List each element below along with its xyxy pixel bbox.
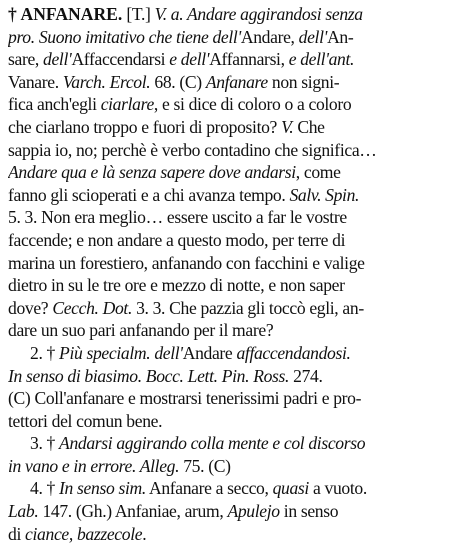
- text-run: a vuoto.: [308, 478, 367, 499]
- text-run: 4. †: [30, 478, 60, 499]
- italic-text: ciance, bazzecole: [25, 523, 143, 544]
- text-run: Che: [293, 116, 325, 137]
- text-run: fica anch'egli: [8, 94, 101, 115]
- italic-text: Cecch. Dot.: [52, 297, 133, 318]
- text-run: dare un suo pari anfanando per il mare?: [8, 320, 274, 341]
- text-run: 3. 3. Che pazzia gli toccò egli, an-: [132, 297, 364, 318]
- text-run: An-: [327, 26, 354, 47]
- text-run: marina un forestiero, anfanando con facchini e valige: [8, 252, 365, 273]
- text-run: Anfanare a secco,: [145, 478, 273, 499]
- headword: ANFANARE.: [20, 4, 123, 24]
- text-line: [8, 410, 457, 433]
- italic-text: e dell'ant.: [288, 49, 355, 70]
- text-run: di: [8, 523, 26, 544]
- text-run: sappia io, no; perchè è verbo contadino che significa…: [8, 139, 377, 160]
- text-run: tettori del comun bene.: [8, 410, 163, 431]
- text-run: faccende; e non andare a questo modo, per terre di: [8, 229, 346, 250]
- text-run: [T.]: [122, 4, 155, 24]
- text-line: [8, 184, 457, 207]
- italic-text: In senso sim.: [59, 478, 146, 499]
- italic-text: Lab.: [8, 501, 39, 522]
- text-line: [8, 274, 457, 297]
- text-run: non signi-: [267, 71, 340, 92]
- obsolete-mark: †: [8, 4, 21, 24]
- text-line: [8, 71, 457, 94]
- text-run: Affannarsi,: [209, 49, 289, 70]
- text-line: [8, 139, 457, 162]
- text-run: sare,: [8, 49, 44, 70]
- text-run: Vanare.: [8, 71, 63, 92]
- italic-text: V.: [281, 116, 294, 137]
- text-line: [8, 3, 457, 26]
- text-line: [8, 48, 457, 71]
- text-run: Andare: [182, 342, 237, 363]
- text-line: [8, 365, 457, 388]
- text-line: [8, 252, 457, 275]
- text-run: dietro in su le tre ore e mezzo di notte, e non saper: [8, 275, 345, 296]
- italic-text: dell': [43, 49, 72, 70]
- text-run: 2. †: [30, 342, 60, 363]
- text-line: [8, 229, 457, 252]
- italic-text: Apulejo: [227, 501, 280, 522]
- italic-text: Andarsi aggirando colla mente e col discorso: [59, 433, 366, 454]
- italic-text: affaccendandosi.: [236, 342, 351, 363]
- text-line: [8, 523, 457, 545]
- text-run: in senso: [279, 501, 339, 522]
- text-run: che ciarlano troppo e fuori di proposito?: [8, 116, 282, 137]
- dictionary-entry-anfanare: [8, 3, 457, 545]
- text-line: [8, 297, 457, 320]
- text-line: [8, 206, 457, 229]
- italic-text: Andare qua e là senza sapere dove andarsi: [8, 162, 296, 183]
- italic-text: In senso di biasimo. Bocc. Lett. Pin. Ross.: [8, 365, 290, 386]
- text-run: 68. (C): [150, 71, 206, 92]
- text-run: , come: [295, 162, 341, 183]
- italic-text: V. a. Andare aggirandosi senza: [154, 4, 363, 24]
- italic-text: e dell': [169, 49, 210, 70]
- text-line: [8, 477, 457, 500]
- text-line: [8, 500, 457, 523]
- text-run: 75. (C): [179, 455, 231, 476]
- text-line: [8, 342, 457, 365]
- text-line: [8, 455, 457, 478]
- italic-text: quasi: [272, 478, 309, 499]
- text-line: [8, 93, 457, 116]
- italic-text: Più specialm. dell': [59, 342, 183, 363]
- italic-text: Varch. Ercol.: [62, 71, 151, 92]
- text-run: Affaccendarsi: [71, 49, 170, 70]
- italic-text: dell': [298, 26, 328, 47]
- text-run: 5. 3. Non era meglio… essere uscito a far le vostre: [8, 207, 347, 228]
- text-line: [8, 116, 457, 139]
- italic-text: Anfanare: [205, 71, 268, 92]
- text-run: , e si dice di coloro o a coloro: [153, 94, 352, 115]
- text-run: dove?: [8, 297, 53, 318]
- italic-text: Salv. Spin.: [289, 184, 360, 205]
- text-run: 147. (Gh.) Anfaniae, arum,: [38, 501, 228, 522]
- text-line: [8, 387, 457, 410]
- italic-text: in vano e in errore. Alleg.: [8, 455, 180, 476]
- text-line: [8, 161, 457, 184]
- italic-text: ciarlare: [100, 94, 154, 115]
- text-run: (C) Coll'anfanare e mostrarsi tenerissimi padri e pro-: [8, 388, 362, 409]
- text-line: [8, 26, 457, 49]
- text-run: 274.: [289, 365, 323, 386]
- italic-text: pro. Suono imitativo che tiene dell': [8, 26, 241, 47]
- text-run: Andare,: [240, 26, 299, 47]
- text-line: [8, 319, 457, 342]
- text-run: .: [142, 523, 147, 544]
- text-line: [8, 432, 457, 455]
- text-run: fanno gli scioperati e a chi avanza tempo.: [8, 184, 290, 205]
- text-run: 3. †: [30, 433, 60, 454]
